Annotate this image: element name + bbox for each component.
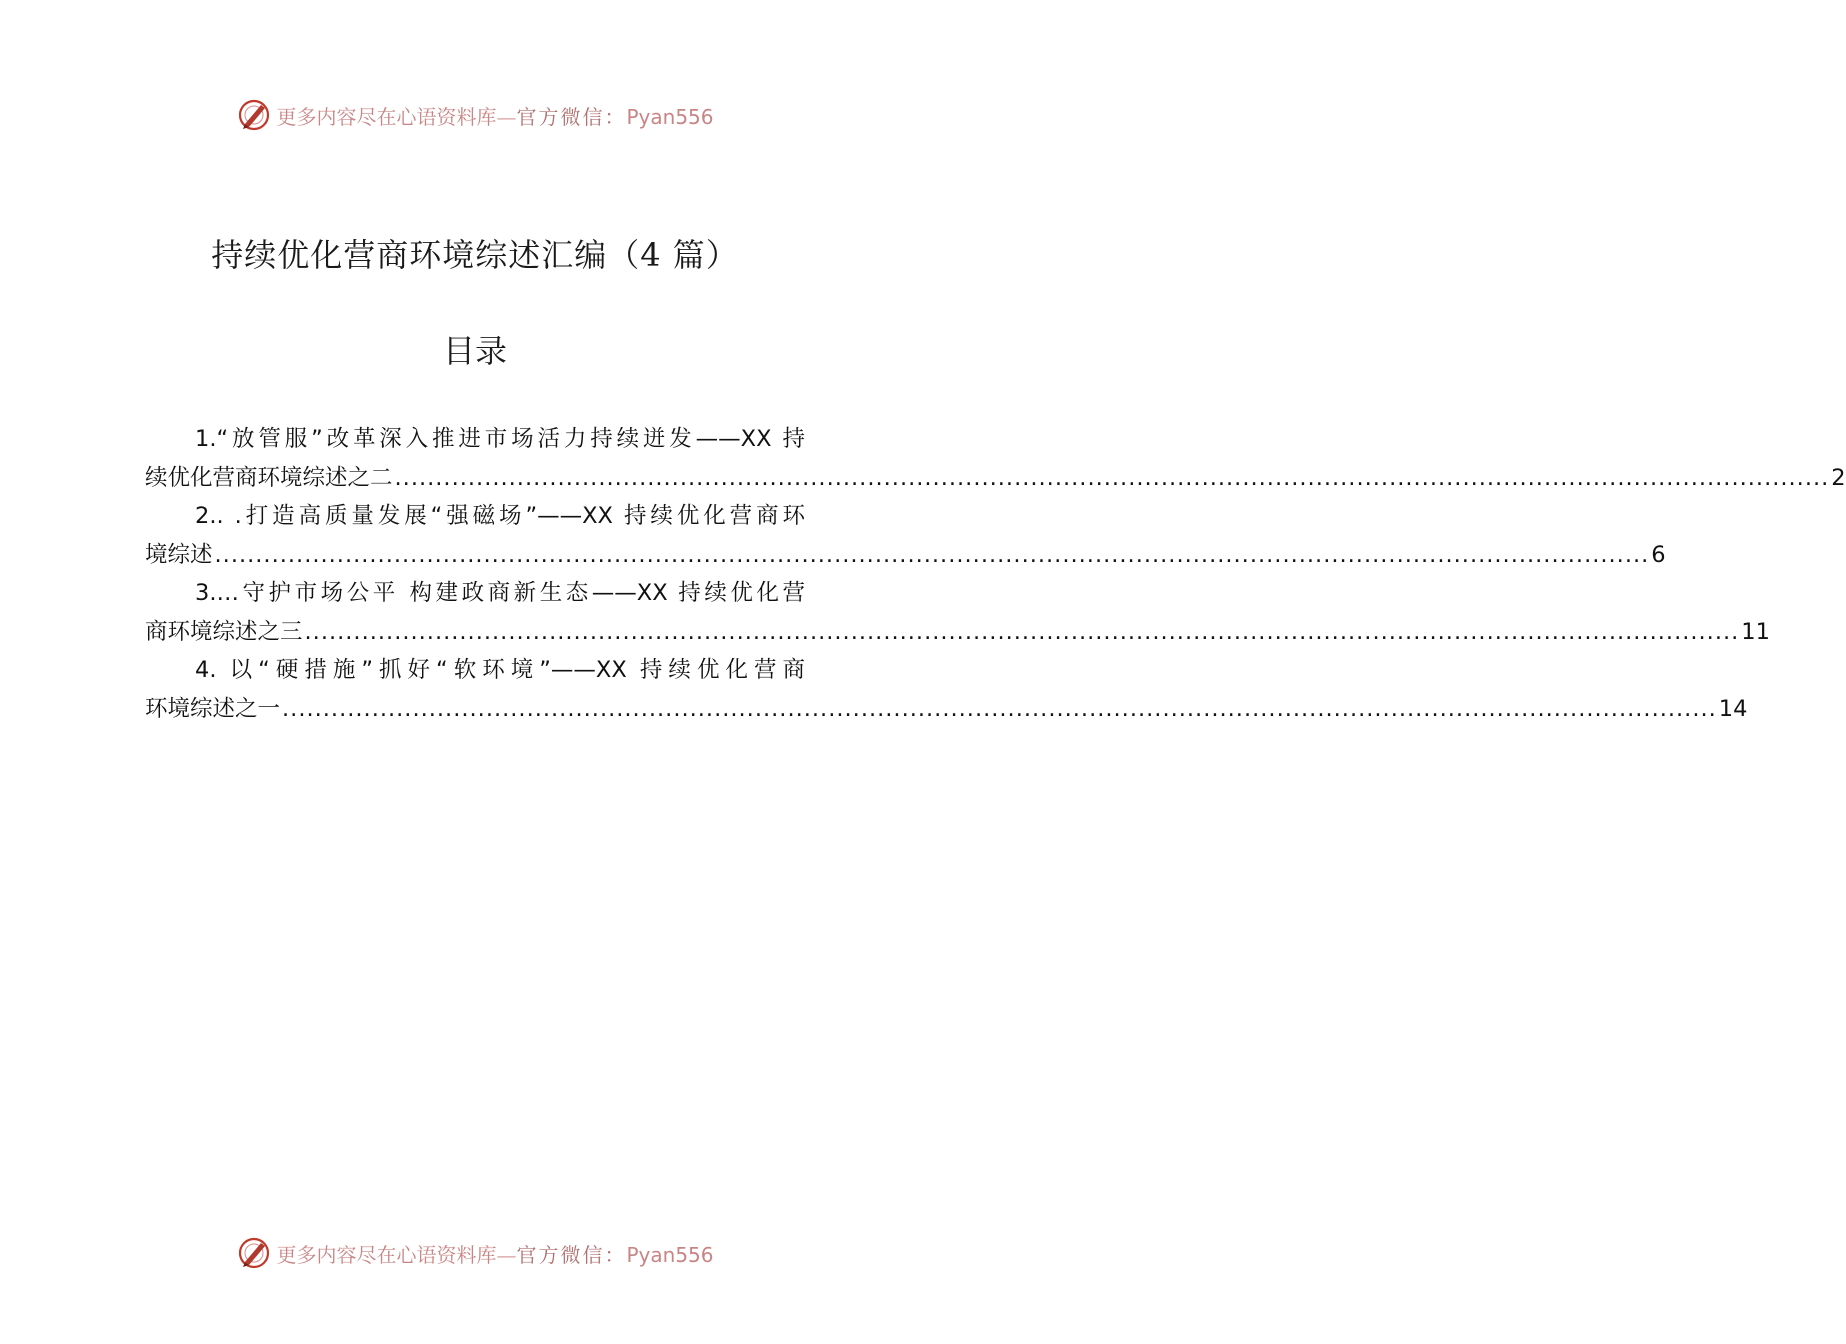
toc-entry-title-cont: 境综述 bbox=[145, 541, 213, 568]
document-title: 持续优化营商环境综述汇编（4 篇） bbox=[211, 236, 739, 274]
banner-wechat-label: 官方微信： bbox=[516, 1242, 627, 1267]
toc-entry-title-line2 bbox=[145, 536, 1666, 575]
toc-entry-title-cont: 续优化营商环境综述之二 bbox=[145, 464, 393, 491]
banner-slogan: 更多内容尽在心语资料库 bbox=[276, 104, 497, 129]
header-banner bbox=[0, 93, 950, 137]
banner-separator: — bbox=[496, 104, 517, 129]
toc-entry-title-line2 bbox=[145, 690, 1748, 729]
toc-dot-leader: ................................................................................................................................................................................ bbox=[282, 695, 1717, 722]
table-of-contents bbox=[145, 420, 1846, 728]
toc-entry-2[interactable] bbox=[145, 497, 1666, 574]
toc-entry-3[interactable] bbox=[145, 574, 1770, 651]
toc-entry-title-line1: 4. 以“硬措施”抓好“软环境”——XX 持续优化营商 bbox=[195, 657, 805, 683]
toc-page-number: 6 bbox=[1651, 541, 1666, 568]
toc-entry-title-line1: 3.…守护市场公平 构建政商新生态——XX 持续优化营 bbox=[195, 580, 805, 606]
header-banner-content bbox=[236, 97, 713, 133]
toc-entry-title-cont: 环境综述之一 bbox=[145, 695, 281, 722]
toc-dot-leader: ................................................................................................................................................................................ bbox=[304, 618, 1740, 645]
toc-dot-leader: ................................................................................................................................................................................ bbox=[394, 464, 1830, 491]
footer-banner-content bbox=[236, 1235, 713, 1271]
toc-entry-title-cont: 商环境综述之三 bbox=[145, 618, 303, 645]
banner-slogan: 更多内容尽在心语资料库 bbox=[276, 1242, 497, 1267]
footer-banner bbox=[0, 1231, 950, 1275]
toc-page-number: 2 bbox=[1831, 464, 1846, 491]
toc-entry-title-line1: 2.. .打造高质量发展“强磁场”——XX 持续优化营商环 bbox=[195, 503, 805, 529]
pen-circle-logo-icon bbox=[236, 97, 272, 133]
toc-entry-4[interactable] bbox=[145, 651, 1748, 728]
banner-wechat-id: Pyan556 bbox=[626, 1242, 714, 1267]
toc-page-number: 14 bbox=[1718, 695, 1748, 722]
banner-separator: — bbox=[496, 1242, 517, 1267]
banner-wechat-id: Pyan556 bbox=[626, 104, 714, 129]
toc-entry-title-line2 bbox=[145, 459, 1846, 498]
toc-entry-title-line2 bbox=[145, 613, 1770, 652]
toc-dot-leader: ................................................................................................................................................................................ bbox=[214, 541, 1650, 568]
header-banner-text bbox=[276, 101, 713, 130]
toc-entry-1[interactable] bbox=[145, 420, 1846, 497]
footer-banner-text bbox=[276, 1239, 713, 1268]
pen-circle-logo-icon bbox=[236, 1235, 272, 1271]
banner-wechat-label: 官方微信： bbox=[516, 104, 627, 129]
toc-heading: 目录 bbox=[442, 332, 507, 370]
toc-entry-title-line1: 1.“放管服”改革深入推进市场活力持续迸发——XX 持 bbox=[195, 426, 805, 452]
toc-page-number: 11 bbox=[1741, 618, 1770, 645]
